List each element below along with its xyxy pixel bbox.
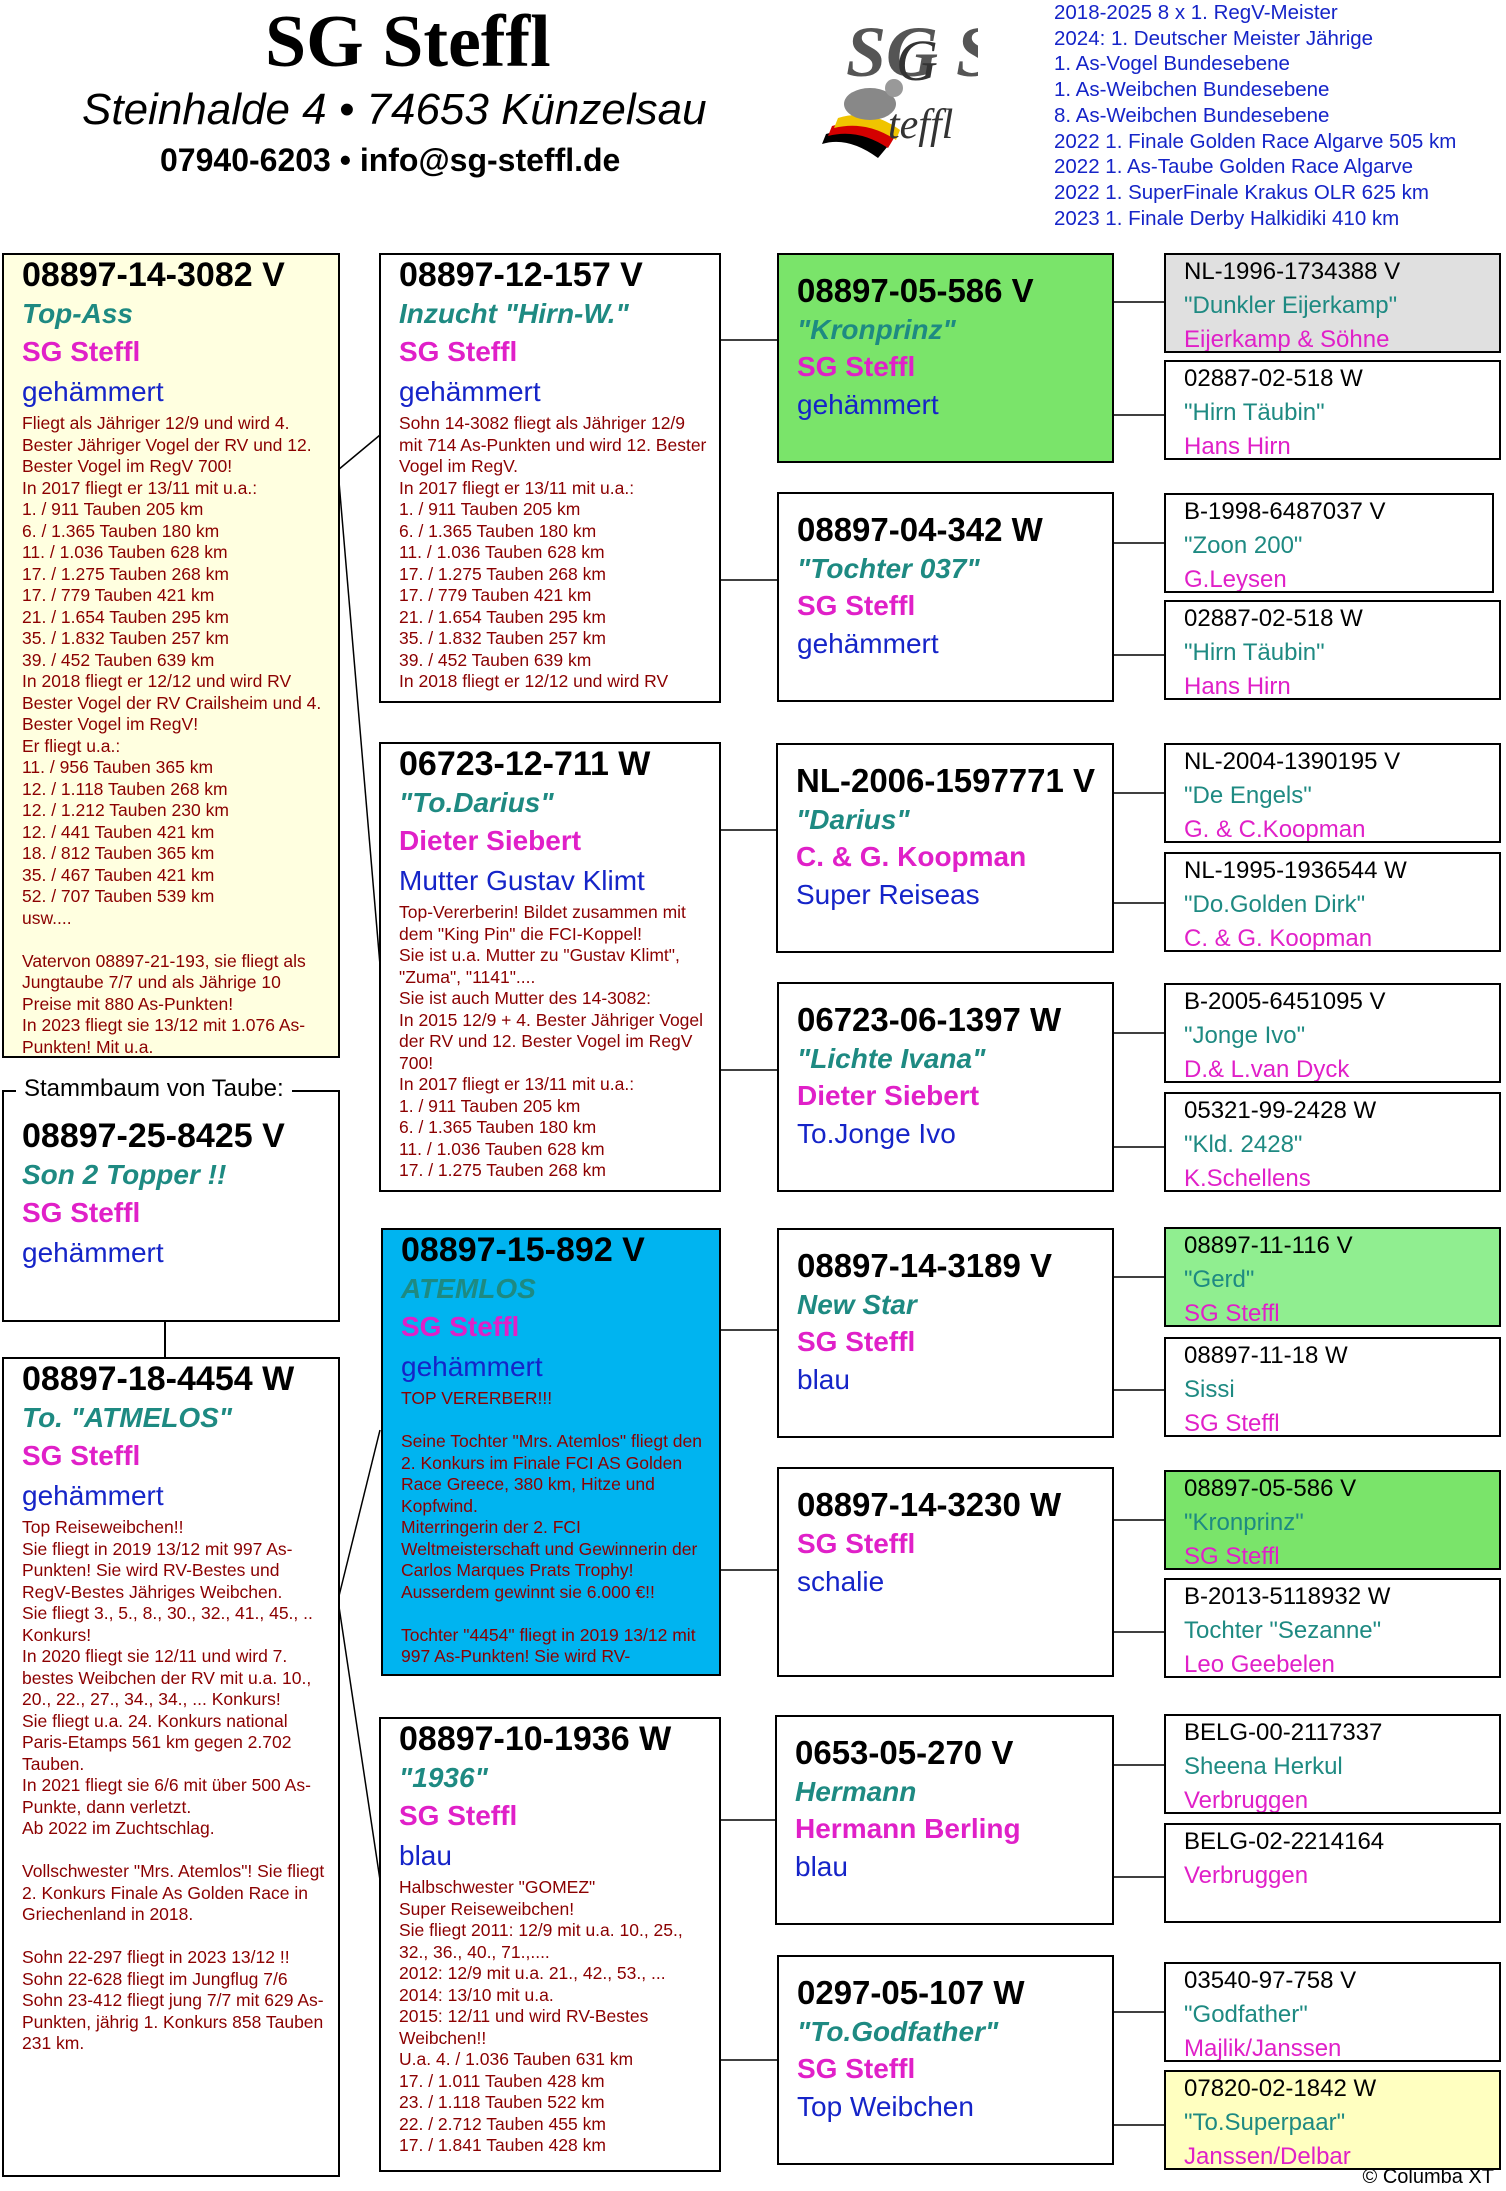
gen3-breeder: SG Steffl	[797, 1326, 916, 1357]
gen3-color: Top Weibchen	[797, 2091, 974, 2122]
gen4-ring: NL-2004-1390195 V	[1184, 748, 1401, 775]
gen4-name: "Hirn Täubin"	[1184, 399, 1325, 426]
gen4-breeder: G. & C.Koopman	[1184, 816, 1366, 843]
mother-color: gehämmert	[22, 1480, 164, 1511]
gen4-name: Sheena Herkul	[1184, 1753, 1343, 1780]
gen3-name: "Kronprinz"	[797, 314, 956, 345]
gen3-breeder: SG Steffl	[797, 590, 916, 621]
gen3-name: "Tochter 037"	[797, 553, 980, 584]
gen4-name: "Do.Golden Dirk"	[1184, 891, 1366, 918]
subject-card	[2, 1090, 340, 1322]
gen4-card-3	[1164, 493, 1494, 593]
gen4-breeder: K.Schellens	[1184, 1165, 1311, 1192]
gen4-name: "Godfather"	[1184, 2001, 1308, 2028]
gen2-ring: 08897-12-157 V	[399, 256, 643, 294]
gen4-card-4	[1164, 600, 1501, 700]
gen3-card-4	[777, 982, 1114, 1192]
gen4-ring: B-2013-5118932 W	[1184, 1583, 1391, 1610]
gen3-ring: NL-2006-1597771 V	[796, 762, 1096, 799]
gen2-info: Halbschwester "GOMEZ" Super Reiseweibchen! Sie fliegt 2011: 12/9 mit u.a. 10., 25., 32., 36., 40., 71.,.... 2012: 12/9 mit u.a. 21., 42., 53., ... 2014: 13/10 mit u.a. 2015: 12/11 und wird RV-Bestes Weibchen!! U.a. 4. / 1.036 Tauben 631 km 17. / 1.011 Tauben 428 km 23. / 1.118 Tauben 522 km 22. / 2.712 Tauben 455 km 17. / 1.841 Tauben 428 km	[399, 1877, 683, 2155]
gen2-info: TOP VERERBER!!! Seine Tochter "Mrs. Atemlos" fliegt den 2. Konkurs im Finale FCI AS Golden Race Greece, 380 km, Hitze und Kopfwind. Miterringerin der 2. FCI Weltmeisterschaft und Gewinnerin der Carlos Marques Prats Trophy! Ausserdem gewinnt sie 6.000 €!! Tochter "4454" fliegt in 2019 13/12 mit 997 As-Punkten! Sie wird RV-	[401, 1388, 702, 1666]
gen4-name: Sissi	[1184, 1376, 1235, 1403]
gen3-card-5	[777, 1228, 1114, 1438]
gen3-color: schalie	[797, 1566, 885, 1597]
subject-name: Son 2 Topper !!	[22, 1159, 227, 1190]
gen3-name: New Star	[797, 1289, 917, 1320]
gen4-ring: 02887-02-518 W	[1184, 605, 1363, 632]
gen2-ring: 08897-15-892 V	[401, 1231, 645, 1269]
gen3-card-7	[775, 1715, 1114, 1925]
gen4-name: "Zoon 200"	[1184, 532, 1303, 559]
gen2-info: Top-Vererberin! Bildet zusammen mit dem "King Pin" die FCI-Koppel! Sie ist u.a. Mutter zu "Gustav Klimt", "Zuma", "1141".... Sie ist auch Mutter des 14-3082: In 2015 12/9 + 4. Bester Jähriger Vogel der RV und 12. Bester Vogel im RegV 700! In 2017 fliegt er 13/11 mit u.a.: 1. / 911 Tauben 205 km 6. / 1.365 Tauben 180 km 11. / 1.036 Tauben 628 km 17. / 1.275 Tauben 268 km	[399, 902, 704, 1180]
gen2-breeder: SG Steffl	[399, 336, 518, 367]
address: Steinhalde 4 • 74653 Künzelsau	[82, 85, 707, 134]
gen3-ring: 08897-14-3189 V	[797, 1247, 1053, 1284]
gen3-breeder: C. & G. Koopman	[796, 841, 1027, 872]
gen3-ring: 0297-05-107 W	[797, 1974, 1025, 2011]
achievement-2: 2024: 1. Deutscher Meister Jährige	[1054, 26, 1374, 50]
gen4-name: "Jonge Ivo"	[1184, 1022, 1306, 1049]
gen4-breeder: D.& L.van Dyck	[1184, 1056, 1350, 1083]
mother-name: To. "ATMELOS"	[22, 1402, 233, 1433]
gen4-card-8	[1164, 1092, 1501, 1192]
father-color: gehämmert	[22, 376, 164, 407]
mother-info: Top Reiseweibchen!! Sie fliegt in 2019 13/12 mit 997 As-Punkten! Sie wird RV-Bestes und RegV-Bestes Jähriges Weibchen. Sie fliegt 3., 5., 8., 30., 32., 41., 45., .. Konkurs! In 2020 fliegt sie 12/11 und wird 7. bestes Weibchen der RV mit u.a. 10., 20., 22., 27., 34., 34., ... Konkurs! Sie fliegt u.a. 24. Konkurs national Paris-Etamps 561 km gegen 2.702 Tauben. In 2021 fliegt sie 6/6 mit über 500 As-Punkte, dann verletzt. Ab 2022 im Zuchtschlag. Vollschwester "Mrs. Atemlos"! Sie fliegt 2. Konkurs Finale As Golden Race in Griechenland in 2018. Sohn 22-297 fliegt in 2023 13/12 !! Sohn 22-628 fliegt im Jungflug 7/6 Sohn 23-412 fliegt jung 7/7 mit 629 As-Punkten, jährig 1. Konkurs 858 Tauben 231 km.	[22, 1517, 325, 2053]
gen3-color: blau	[797, 1364, 850, 1395]
gen2-color: gehämmert	[399, 376, 541, 407]
gen2-name: Inzucht "Hirn-W."	[399, 298, 629, 329]
gen2-breeder: SG Steffl	[399, 1800, 518, 1831]
gen4-name: "Gerd"	[1184, 1266, 1255, 1293]
gen3-name: "Lichte Ivana"	[797, 1043, 986, 1074]
gen4-ring: BELG-00-2117337	[1184, 1719, 1383, 1746]
gen4-ring: 03540-97-758 V	[1184, 1967, 1357, 1994]
gen3-breeder: SG Steffl	[797, 1528, 916, 1559]
gen4-breeder: Verbruggen	[1184, 1787, 1309, 1814]
achievement-1: 2018-2025 8 x 1. RegV-Meister	[1054, 1, 1338, 24]
mother-breeder: SG Steffl	[22, 1440, 141, 1471]
gen2-card-4	[379, 1717, 721, 2172]
gen3-color: To.Jonge Ivo	[797, 1118, 956, 1149]
gen2-breeder: Dieter Siebert	[399, 825, 582, 856]
achievement-8: 2022 1. SuperFinale Krakus OLR 625 km	[1054, 180, 1429, 204]
father-ring: 08897-14-3082 V	[22, 256, 285, 294]
gen3-breeder: Hermann Berling	[795, 1813, 1021, 1844]
gen3-card-1	[777, 253, 1114, 463]
gen4-breeder: Eijerkamp & Söhne	[1184, 326, 1390, 353]
gen3-ring: 08897-14-3230 W	[797, 1486, 1062, 1523]
gen4-ring: 08897-11-116 V	[1184, 1232, 1353, 1259]
gen4-card-14	[1164, 1823, 1501, 1923]
father-card	[2, 253, 340, 1058]
gen4-card-5	[1164, 743, 1501, 843]
svg-text:G: G	[896, 28, 938, 93]
gen4-breeder: SG Steffl	[1184, 1300, 1280, 1327]
gen3-color: gehämmert	[797, 628, 939, 659]
gen4-card-10	[1164, 1337, 1501, 1437]
achievement-4: 1. As-Weibchen Bundesebene	[1054, 78, 1330, 102]
gen4-ring: B-2005-6451095 V	[1184, 988, 1386, 1015]
gen4-breeder: C. & G. Koopman	[1184, 925, 1373, 952]
subject-caption: Stammbaum von Taube:	[16, 1074, 292, 1104]
gen4-ring: NL-1996-1734388 V	[1184, 258, 1401, 285]
gen4-breeder: G.Leysen	[1184, 566, 1287, 593]
footer-copyright: © Columba XT	[1362, 2166, 1494, 2188]
gen4-card-15	[1164, 1962, 1501, 2062]
gen3-ring: 08897-04-342 W	[797, 511, 1043, 548]
gen4-ring: NL-1995-1936544 W	[1184, 857, 1407, 884]
gen3-ring: 06723-06-1397 W	[797, 1001, 1062, 1038]
gen3-card-3	[776, 743, 1114, 953]
gen3-card-6	[777, 1467, 1114, 1677]
mother-ring: 08897-18-4454 W	[22, 1360, 295, 1398]
gen4-card-1	[1164, 253, 1501, 353]
gen3-ring: 08897-05-586 V	[797, 272, 1034, 309]
gen4-breeder: SG Steffl	[1184, 1410, 1280, 1437]
gen4-name: Tochter "Sezanne"	[1184, 1617, 1382, 1644]
gen4-card-9	[1164, 1227, 1501, 1327]
gen4-name: "Kronprinz"	[1184, 1509, 1304, 1536]
gen4-name: "Hirn Täubin"	[1184, 639, 1325, 666]
gen3-breeder: SG Steffl	[797, 2053, 916, 2084]
gen4-card-11	[1164, 1470, 1501, 1570]
gen2-card-3	[381, 1228, 721, 1676]
gen2-info: Sohn 14-3082 fliegt als Jähriger 12/9 mit 714 As-Punkten und wird 12. Bester Vogel im RegV. In 2017 fliegt er 13/11 mit u.a.: 1. / 911 Tauben 205 km 6. / 1.365 Tauben 180 km 11. / 1.036 Tauben 628 km 17. / 1.275 Tauben 268 km 17. / 779 Tauben 421 km 21. / 1.654 Tauben 295 km 35. / 1.832 Tauben 257 km 39. / 452 Tauben 639 km In 2018 fliegt er 12/12 und wird RV	[399, 413, 707, 691]
gen3-card-8	[777, 1955, 1114, 2165]
gen2-card-2	[379, 742, 721, 1192]
gen4-ring: 08897-05-586 V	[1184, 1475, 1357, 1502]
gen4-card-2	[1164, 360, 1501, 460]
gen3-name: "Darius"	[796, 804, 910, 835]
achievement-6: 2022 1. Finale Golden Race Algarve 505 km	[1054, 129, 1457, 153]
gen4-name: "Dunkler Eijerkamp"	[1184, 292, 1398, 319]
achievement-9: 2023 1. Finale Derby Halkidiki 410 km	[1054, 206, 1400, 230]
subject-breeder: SG Steffl	[22, 1197, 141, 1228]
contact-info: 07940-6203 • info@sg-steffl.de	[160, 142, 621, 178]
gen2-name: "1936"	[399, 1762, 488, 1793]
gen4-card-12	[1164, 1578, 1501, 1678]
gen2-ring: 08897-10-1936 W	[399, 1720, 672, 1758]
mother-card	[2, 1357, 340, 2177]
gen4-breeder: SG Steffl	[1184, 1543, 1280, 1570]
gen2-name: ATEMLOS	[401, 1273, 536, 1304]
gen4-name: "De Engels"	[1184, 782, 1312, 809]
gen2-color: gehämmert	[401, 1351, 543, 1382]
gen4-ring: 08897-11-18 W	[1184, 1342, 1348, 1369]
achievement-7: 2022 1. As-Taube Golden Race Algarve	[1054, 155, 1413, 179]
gen3-card-2	[777, 492, 1114, 702]
subject-ring: 08897-25-8425 V	[22, 1117, 285, 1155]
gen4-card-6	[1164, 852, 1501, 952]
gen2-name: "To.Darius"	[399, 787, 554, 818]
svg-text:teffl: teffl	[888, 102, 954, 148]
gen3-ring: 0653-05-270 V	[795, 1734, 1014, 1771]
gen2-breeder: SG Steffl	[401, 1311, 520, 1342]
gen4-card-13	[1164, 1714, 1501, 1814]
gen4-breeder: Majlik/Janssen	[1184, 2035, 1342, 2062]
gen3-name: Hermann	[795, 1776, 917, 1807]
gen4-ring: 02887-02-518 W	[1184, 365, 1363, 392]
gen4-card-16	[1164, 2070, 1501, 2170]
gen3-color: blau	[795, 1851, 848, 1882]
gen3-color: Super Reiseas	[796, 879, 980, 910]
gen4-ring: 07820-02-1842 W	[1184, 2075, 1377, 2102]
page-title: SG Steffl	[265, 1, 551, 83]
logo-s: SG	[846, 12, 939, 92]
gen4-ring: BELG-02-2214164	[1184, 1828, 1385, 1855]
gen3-color: gehämmert	[797, 389, 939, 420]
gen2-ring: 06723-12-711 W	[399, 745, 651, 783]
subject-color: gehämmert	[22, 1237, 164, 1268]
gen4-breeder: Verbruggen	[1184, 1862, 1309, 1889]
gen4-breeder: Janssen/Delbar	[1184, 2143, 1351, 2170]
gen3-name: "To.Godfather"	[797, 2016, 999, 2047]
gen3-breeder: SG Steffl	[797, 351, 916, 382]
gen4-breeder: Leo Geebelen	[1184, 1651, 1335, 1678]
gen2-color: Mutter Gustav Klimt	[399, 865, 645, 896]
gen4-ring: B-1998-6487037 V	[1184, 498, 1386, 525]
gen4-name: "To.Superpaar"	[1184, 2109, 1346, 2136]
achievement-3: 1. As-Vogel Bundesebene	[1054, 52, 1290, 76]
gen4-breeder: Hans Hirn	[1184, 673, 1291, 700]
gen3-breeder: Dieter Siebert	[797, 1080, 980, 1111]
achievement-5: 8. As-Weibchen Bundesebene	[1054, 103, 1330, 127]
father-name: Top-Ass	[22, 298, 133, 329]
gen4-breeder: Hans Hirn	[1184, 433, 1291, 460]
gen4-ring: 05321-99-2428 W	[1184, 1097, 1377, 1124]
gen2-card-1	[379, 253, 721, 703]
father-info: Fliegt als Jähriger 12/9 und wird 4. Bester Jähriger Vogel der RV und 12. Bester Vogel im RegV 700! In 2017 fliegt er 13/11 mit u.a.: 1. / 911 Tauben 205 km 6. / 1.365 Tauben 180 km 11. / 1.036 Tauben 628 km 17. / 1.275 Tauben 268 km 17. / 779 Tauben 421 km 21. / 1.654 Tauben 295 km 35. / 1.832 Tauben 257 km 39. / 452 Tauben 639 km In 2018 fliegt er 12/12 und wird RV Bester Vogel der RV Crailsheim und 4. Bester Vogel im RegV! Er fliegt u.a.: 11. / 956 Tauben 365 km 12. / 1.118 Tauben 268 km 12. / 1.212 Tauben 230 km 12. / 441 Tauben 421 km 18. / 812 Tauben 365 km 35. / 467 Tauben 421 km 52. / 707 Tauben 539 km usw.... Vatervon 08897-21-193, sie fliegt als Jungtaube 7/7 und als Jährige 10 Preise mit 880 As-Punkten! In 2023 fliegt sie 13/12 mit 1.076 As-Punkten! Mit u.a.	[22, 413, 322, 1057]
gen2-color: blau	[399, 1840, 452, 1871]
gen4-name: "Kld. 2428"	[1184, 1131, 1303, 1158]
father-breeder: SG Steffl	[22, 336, 141, 367]
gen4-card-7	[1164, 983, 1501, 1083]
